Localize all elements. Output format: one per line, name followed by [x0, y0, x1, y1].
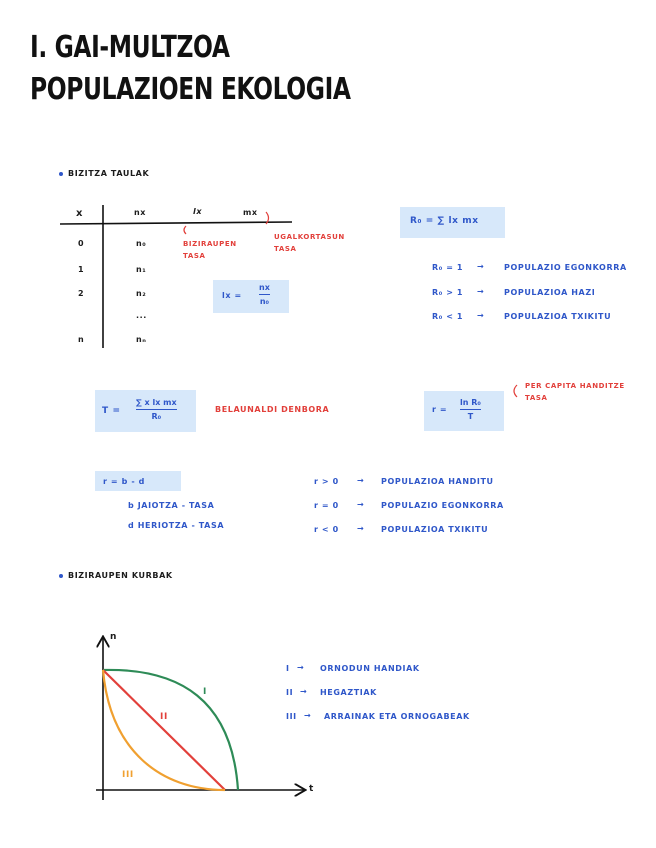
- curve-label-III: III: [122, 770, 134, 780]
- table-cell-n-dots: ...: [136, 311, 147, 320]
- table-cell-x-n: n: [78, 335, 85, 344]
- formula-T-den: R₀: [151, 412, 162, 422]
- note-ugalkortasun-text: UGALKORTASUN TASA: [274, 233, 345, 253]
- formula-lx-den: n₀: [259, 297, 270, 307]
- formula-lx-num: nx: [259, 283, 270, 292]
- legend-2-text: HEGAZTIAK: [320, 688, 377, 697]
- table-cell-n-2: n₂: [136, 289, 147, 298]
- arrow-right-icon: →: [357, 500, 365, 509]
- x-axis-label: t: [309, 784, 314, 794]
- arrow-right-icon: →: [304, 711, 312, 720]
- arrow-right-icon: →: [357, 524, 365, 533]
- section-heading-survival-curves: BIZIRAUPEN KURBAK: [68, 571, 173, 580]
- table-cell-n-0: n₀: [136, 239, 147, 248]
- table-cell-x-1: 1: [78, 265, 85, 274]
- formula-d-line: d HERIOTZA - TASA: [128, 521, 225, 530]
- r-rule-1-cond: r > 0: [314, 477, 339, 486]
- r0-rule-2-text: POPULAZIOA HAZI: [504, 288, 596, 297]
- formula-r-den: T: [467, 412, 474, 422]
- y-axis-label: n: [110, 632, 118, 642]
- formula-r0: R₀ = ∑ lx mx: [410, 216, 479, 226]
- formula-r-lhs: r =: [432, 405, 448, 414]
- r-rule-1-text: POPULAZIOA HANDITU: [381, 477, 494, 486]
- r0-rule-1-text: POPULAZIO EGONKORRA: [504, 263, 627, 272]
- formula-T-num: ∑ x lx mx: [136, 398, 177, 407]
- legend-1-num: I: [286, 664, 290, 673]
- r-rule-3-cond: r < 0: [314, 525, 339, 534]
- page-title-line2: POPULAZIOEN EKOLOGIA: [30, 72, 351, 107]
- arrow-right-icon: →: [477, 287, 485, 296]
- r-rule-3-text: POPULAZIOA TXIKITU: [381, 525, 489, 534]
- arrow-right-icon: →: [297, 663, 305, 672]
- r-rule-2-cond: r = 0: [314, 501, 339, 510]
- r0-rule-1-cond: R₀ = 1: [432, 263, 464, 272]
- section-heading-life-tables: BIZITZA TAULAK: [68, 169, 150, 178]
- r0-rule-3-cond: R₀ < 1: [432, 312, 464, 321]
- legend-3-num: III: [286, 712, 297, 721]
- legend-3-text: ARRAINAK ETA ORNOGABEAK: [324, 712, 470, 721]
- legend-1-text: ORNODUN HANDIAK: [320, 664, 420, 673]
- formula-r-num: ln R₀: [460, 398, 481, 407]
- table-header-mx: mx: [243, 208, 258, 217]
- note-per-capita-line1: PER CAPITA HANDITZE: [525, 382, 625, 390]
- table-cell-x-2: 2: [78, 289, 85, 298]
- note-biziraupen-text: BIZIRAUPEN TASA: [183, 240, 237, 260]
- table-cell-n-1: n₁: [136, 265, 147, 274]
- note-belaunaldi-denbora: BELAUNALDI DENBORA: [215, 405, 330, 414]
- table-header-lx: lx: [193, 207, 203, 216]
- arrow-right-icon: →: [477, 311, 485, 320]
- arrow-right-icon: →: [477, 262, 485, 271]
- formula-b-line: b JAIOTZA - TASA: [128, 501, 215, 510]
- note-per-capita-line2: TASA: [525, 394, 548, 402]
- page-title-line1: I. GAI-MULTZOA: [30, 30, 230, 65]
- r0-rule-2-cond: R₀ > 1: [432, 288, 464, 297]
- arrow-right-icon: →: [357, 476, 365, 485]
- arrow-right-icon: →: [300, 687, 308, 696]
- formula-T-lhs: T =: [102, 406, 121, 416]
- table-header-x: x: [76, 208, 84, 219]
- table-cell-x-0: 0: [78, 239, 85, 248]
- table-cell-n-n: nₙ: [136, 335, 147, 344]
- curve-label-I: I: [203, 687, 207, 697]
- formula-rbd: r = b - d: [103, 477, 145, 486]
- table-header-nx: nx: [134, 208, 147, 217]
- legend-2-num: II: [286, 688, 294, 697]
- formula-lx-lhs: lx =: [222, 291, 242, 300]
- r-rule-2-text: POPULAZIO EGONKORRA: [381, 501, 504, 510]
- r0-rule-3-text: POPULAZIOA TXIKITU: [504, 312, 612, 321]
- curve-label-II: II: [160, 712, 168, 722]
